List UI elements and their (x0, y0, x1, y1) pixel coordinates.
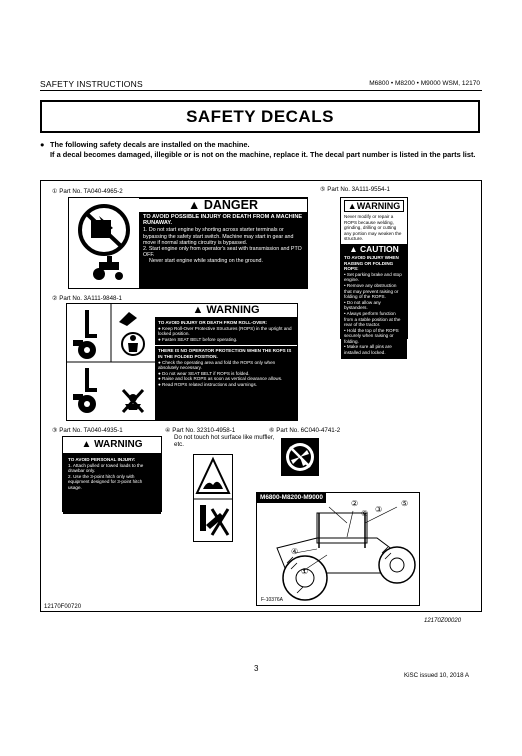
decal-2 (66, 303, 298, 421)
decal-2-heading-1: TO AVOID INJURY OR DEATH FROM ROLL-OVER: (158, 320, 268, 325)
decal-1-text (139, 198, 307, 288)
decal-2-bullet: ● Keep Roll-Over Protective Structures (ROPS) in the upright and locked position. (158, 325, 292, 337)
decal-5-heading: TO AVOID INJURY WHEN RAISING OR FOLDING ROPS: (344, 254, 399, 272)
section-title: SAFETY INSTRUCTIONS (40, 79, 143, 89)
decal-2-divider (155, 345, 297, 346)
decal-2-bullet: ● Check the operating area and fold the ROPS only when absolutely necessary. (158, 359, 276, 371)
figure-id-right: 12170Z00020 (424, 618, 462, 624)
danger-banner: ▲ DANGER (139, 199, 307, 212)
no-shorting-icon (69, 198, 139, 288)
decal-2-text (155, 304, 297, 420)
decal-2-bullet: ● Do not wear SEAT BELT if ROPS is folded. (158, 370, 250, 376)
decal-5-bullet: • Hold the top of the ROPS securely when raising or folding. (344, 327, 399, 344)
page-number: 3 (254, 664, 259, 673)
header-rule (40, 90, 482, 91)
decal-4-label: ④ Part No. 32310-4958-1 (165, 427, 236, 434)
decal-6-label: ⑥ Part No. 6C040-4741-2 (269, 427, 341, 434)
callout: ① (301, 567, 309, 576)
warning-triangle-icon: ▲ (192, 304, 204, 316)
decal-1-item-2: 2. Start engine only from operator's seat with transmission and PTO OFF. (143, 245, 302, 258)
tractor-drawing (257, 493, 419, 605)
rotating-fan-icon (281, 438, 319, 476)
decal-5 (340, 197, 408, 356)
decal-5-bullet: • Always perform function from a stable position at the rear of the tractor. (344, 310, 401, 328)
bullet-icon: ● (40, 140, 45, 149)
decal-5-bullet: • Make sure all pins are installed and locked. (344, 344, 392, 356)
decal-5-caution-body (341, 254, 407, 359)
decal-6 (281, 438, 319, 476)
decal-2-bullet: ● Raise and lock ROPS as soon as vertical clearance allows. (158, 376, 283, 382)
decal-4-note: Do not touch hot surface like muffler, etc. (174, 434, 275, 448)
intro-line-1: The following safety decals are installed on the machine. (50, 140, 250, 149)
warning-triangle-icon: ▲ (187, 198, 201, 212)
decal-3-body (63, 454, 161, 514)
callout: ⑤ (401, 499, 409, 508)
figure-id-left: 12170F00720 (44, 604, 82, 610)
warning-triangle-icon: ▲ (347, 201, 357, 211)
rops-icon (67, 304, 155, 420)
decal-1-label: ① Part No. TA040-4965-2 (52, 188, 123, 195)
decal-5-bullet: • Remove any obstruction that may prevent raising or folding of the ROPS. (344, 282, 399, 300)
decal-5-bullet: • Set parking brake and stop engine. (344, 271, 402, 283)
decal-1-pictogram (69, 198, 139, 288)
decal-2-heading-2: THERE IS NO OPERATOR PROTECTION WHEN THE ROPS IS IN THE FOLDED POSITION. (158, 348, 292, 359)
callout: ② (351, 499, 359, 508)
hot-surface-icon (194, 455, 232, 541)
warning-banner: ▲ WARNING (63, 437, 161, 454)
decal-2-bullet: ● Fasten SEAT BELT before operating. (158, 336, 238, 342)
warning-triangle-icon: ▲ (81, 439, 92, 450)
decal-3-heading: TO AVOID PERSONAL INJURY: (68, 457, 136, 462)
decal-5-bullet: • Do not allow any bystanders. (344, 299, 381, 311)
decal-2-pictograms (67, 304, 155, 420)
decal-1 (68, 197, 308, 289)
intro (40, 140, 482, 160)
decal-4 (193, 454, 233, 542)
manual-id: M6800 • M8200 • M9000 WSM, 12170 (369, 80, 480, 87)
decal-2-bullet: ● Read ROPS related instructions and warnings. (158, 381, 258, 387)
warning-triangle-icon: ▲ (349, 243, 358, 254)
decal-1-item-3: Never start engine while standing on the ground. (149, 257, 263, 264)
page-title-box (40, 100, 480, 133)
callout: ④ (291, 547, 299, 556)
tractor-illustration (256, 492, 420, 606)
warning-banner: ▲ WARNING (155, 304, 297, 318)
issue-note: KiSC issued 10, 2018 A (404, 672, 470, 679)
decal-3-item-1: 1. Attach pulled or towed loads to the drawbar only. (68, 462, 144, 474)
illustration-title: M6800-M8200-M9000 (257, 493, 326, 503)
decal-2-label: ② Part No. 3A111-9848-1 (52, 295, 122, 302)
callout: ③ (375, 505, 383, 514)
decal-1-item-1: 1. Do not start engine by shorting across starter terminals or bypassing the safety start switch. Machine may start in gear and move if normal starting circuitry is bypassed. (143, 227, 294, 246)
decal-5-caution-banner: ▲ CAUTION (341, 244, 407, 254)
callout: ⑥ (361, 509, 369, 518)
decal-5-label: ⑤ Part No. 3A111-9554-1 (320, 186, 390, 193)
intro-line-2: If a decal becomes damaged, illegible or is not on the machine, replace it. The decal part number is listed in the parts list. (50, 150, 476, 159)
decal-5-warning-banner: ▲WARNING (344, 200, 404, 212)
decal-3-label: ③ Part No. TA040-4935-1 (52, 427, 123, 434)
page-title: SAFETY DECALS (186, 106, 334, 126)
decal-1-heading: TO AVOID POSSIBLE INJURY OR DEATH FROM A MACHINE RUNAWAY. (143, 214, 303, 227)
illustration-fig-id: F-10376A (261, 597, 283, 603)
decal-3 (62, 436, 162, 512)
decal-5-text-1: Never modify or repair a ROPS because welding, grinding, drilling or cutting any portion may weaken the structure. (344, 214, 402, 242)
decal-3-item-2: 2. Use the 3-point hitch only with equipment designed for 3-point hitch usage. (68, 473, 143, 490)
